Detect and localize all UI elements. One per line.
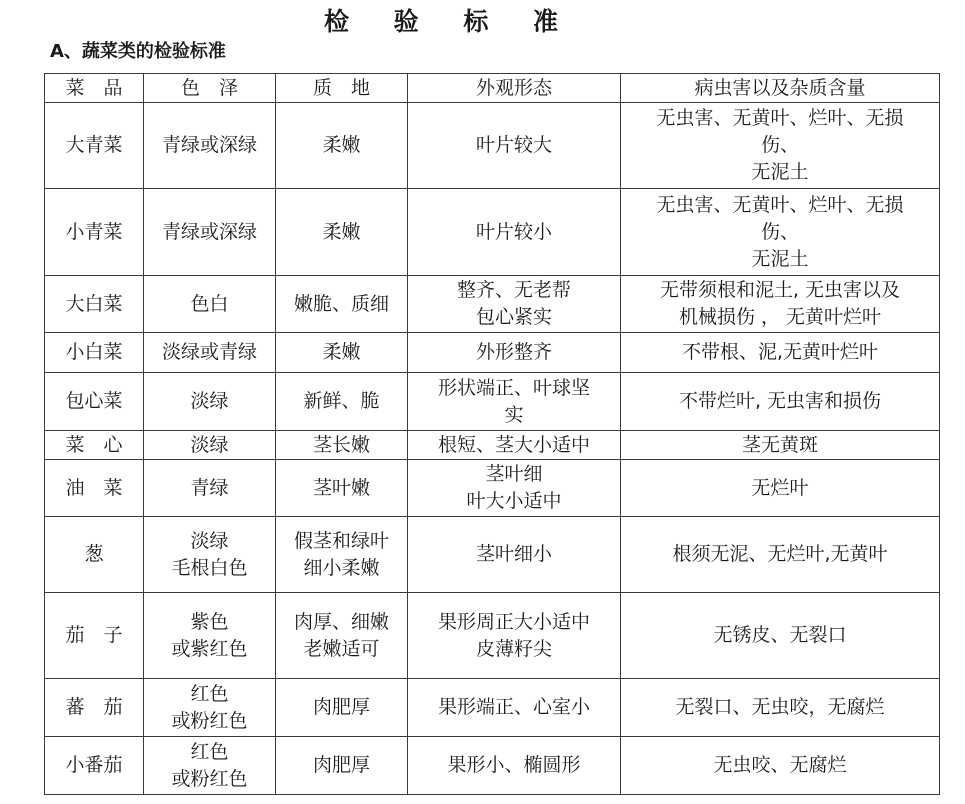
header-vegetable: 菜 品 [45,74,144,103]
header-appearance: 外观形态 [408,74,621,103]
cell-vegetable: 蕃 茄 [45,679,144,737]
cell-defects: 不带根、泥,无黄叶烂叶 [621,333,940,373]
cell-appearance: 果形端正、心室小 [408,679,621,737]
table-row [45,431,940,460]
cell-vegetable: 小青菜 [45,189,144,276]
cell-appearance: 茎叶细 叶大小适中 [408,460,621,517]
cell-vegetable: 大白菜 [45,276,144,333]
cell-color: 红色 或粉红色 [144,737,276,795]
table-row [45,517,940,593]
header-color: 色 泽 [144,74,276,103]
cell-texture: 肉肥厚 [276,737,408,795]
table-row [45,276,940,333]
cell-appearance: 根短、茎大小适中 [408,431,621,460]
cell-texture: 茎叶嫩 [276,460,408,517]
cell-color: 青绿或深绿 [144,103,276,189]
cell-texture: 新鲜、脆 [276,373,408,431]
section-title: A、蔬菜类的检验标准 [50,41,226,62]
cell-vegetable: 油 菜 [45,460,144,517]
cell-texture: 肉肥厚 [276,679,408,737]
header-defects: 病虫害以及杂质含量 [621,74,940,103]
cell-defects: 无锈皮、无裂口 [621,593,940,679]
cell-texture: 嫩脆、质细 [276,276,408,333]
cell-defects: 无虫害、无黄叶、烂叶、无损 伤、 无泥土 [621,103,940,189]
cell-color: 色白 [144,276,276,333]
cell-texture: 假茎和绿叶 细小柔嫩 [276,517,408,593]
table-row [45,189,940,276]
cell-color: 淡绿 毛根白色 [144,517,276,593]
table-row [45,737,940,795]
table-row [45,460,940,517]
cell-appearance: 果形周正大小适中 皮薄籽尖 [408,593,621,679]
cell-vegetable: 茄 子 [45,593,144,679]
cell-color: 青绿 [144,460,276,517]
cell-color: 红色 或粉红色 [144,679,276,737]
table-row [45,679,940,737]
cell-texture: 柔嫩 [276,103,408,189]
cell-vegetable: 小白菜 [45,333,144,373]
cell-color: 淡绿 [144,431,276,460]
cell-vegetable: 菜 心 [45,431,144,460]
cell-defects: 无虫害、无黄叶、烂叶、无损 伤、 无泥土 [621,189,940,276]
cell-texture: 柔嫩 [276,333,408,373]
cell-color: 紫色 或紫红色 [144,593,276,679]
cell-defects: 无虫咬、无腐烂 [621,737,940,795]
cell-texture: 柔嫩 [276,189,408,276]
table-row [45,103,940,189]
cell-texture: 茎长嫩 [276,431,408,460]
cell-defects: 茎无黄斑 [621,431,940,460]
cell-defects: 不带烂叶, 无虫害和损伤 [621,373,940,431]
inspection-standards-table [44,73,940,795]
cell-appearance: 外形整齐 [408,333,621,373]
cell-vegetable: 大青菜 [45,103,144,189]
cell-vegetable: 小番茄 [45,737,144,795]
cell-appearance: 叶片较大 [408,103,621,189]
cell-defects: 根须无泥、无烂叶,无黄叶 [621,517,940,593]
cell-defects: 无裂口、无虫咬，无腐烂 [621,679,940,737]
cell-appearance: 形状端正、叶球坚 实 [408,373,621,431]
cell-color: 青绿或深绿 [144,189,276,276]
table-row [45,593,940,679]
table-row [45,373,940,431]
cell-appearance: 果形小、椭圆形 [408,737,621,795]
header-texture: 质 地 [276,74,408,103]
cell-texture: 肉厚、细嫩 老嫩适可 [276,593,408,679]
cell-color: 淡绿或青绿 [144,333,276,373]
cell-vegetable: 包心菜 [45,373,144,431]
cell-appearance: 整齐、无老帮 包心紧实 [408,276,621,333]
table-header-row [45,74,940,103]
document-title: 检 验 标 准 [323,7,577,36]
cell-appearance: 叶片较小 [408,189,621,276]
cell-color: 淡绿 [144,373,276,431]
cell-vegetable: 葱 [45,517,144,593]
table-row [45,333,940,373]
cell-defects: 无带须根和泥土, 无虫害以及 机械损伤 ， 无黄叶烂叶 [621,276,940,333]
cell-defects: 无烂叶 [621,460,940,517]
cell-appearance: 茎叶细小 [408,517,621,593]
